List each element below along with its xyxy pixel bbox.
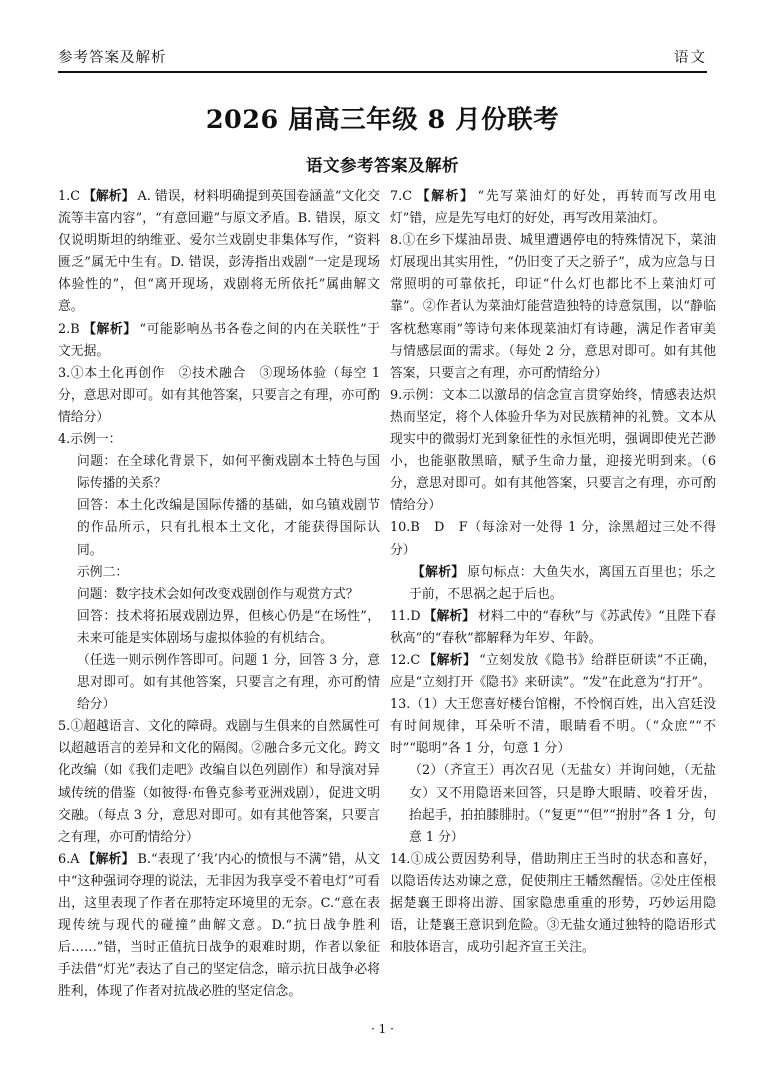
- answer-text: B.“表现了‘我’内心的愤恨与不满”错，从文中“这种强词夺理的说法，无非因为我享受不着电灯”可看出，这里表现了作者在那特定环境里的无奈。C.“意在表现传统与现代的碰撞”曲解文意。D.“抗日战争胜利后……”错，当时正值抗日战争的艰难时期，作者以象征手法借“灯光”表达了自己的坚定信念，暗示抗日战争必将胜利，体现了作者对抗战必胜的坚定信念。: [58, 851, 380, 1000]
- left-column: [58, 186, 380, 1003]
- analysis-tag: 【解析】: [423, 652, 477, 668]
- question-number: 10.: [390, 520, 411, 536]
- right-column: [390, 186, 716, 959]
- answer-text: 问题：在全球化背景下，如何平衡戏剧本土特色与国际传播的关系？: [77, 454, 380, 492]
- answer-text: ①成公贾因势利导，借助荆庄王当时的状态和喜好，以隐语传达劝谏之意，促使荆庄王幡然醒悟。②处庄侄根据楚襄王即将出游、国家隐患重重的形势，巧妙运用隐语，让楚襄王意识到危险。③无盐女通过独特的隐语形式和肢体语言，成功引起齐宣王关注。: [390, 851, 716, 956]
- question-number: 5.: [58, 719, 71, 735]
- analysis-tag: 【解析】: [82, 851, 135, 867]
- answer-item: [58, 319, 380, 363]
- answer-text: B D F（每涂对一处得 1 分，涂黑超过三处不得分）: [390, 520, 716, 558]
- answer-text: 示例一：: [70, 432, 122, 448]
- answer-item-continuation: [58, 562, 380, 584]
- analysis-tag: 【解析】: [83, 189, 135, 204]
- answer-text: （任选一则示例作答即可。问题 1 分，回答 3 分，意思对即可。如有其他答案，只要言之有理，亦可酌情给分）: [77, 652, 380, 713]
- answer-text: 回答：技术将拓展戏剧边界，但核心仍是“在场性”，未来可能是实体剧场与虚拟体验的有机结合。: [77, 608, 380, 646]
- answer-item: [390, 230, 716, 385]
- answer-choice: C: [402, 189, 413, 204]
- header-rule: [58, 71, 707, 73]
- question-number: 4.: [58, 432, 71, 448]
- answer-choice: C: [410, 652, 421, 668]
- answer-item: [58, 186, 380, 319]
- analysis-tag: 【解析】: [423, 608, 476, 624]
- answer-text: “先写菜油灯的好处，再转而写改用电灯”错，应是先写电灯的好处，再写改用菜油灯。: [390, 189, 716, 227]
- header-left-text: 参考答案及解析: [58, 50, 167, 66]
- answer-item: [58, 429, 380, 451]
- answer-item: [390, 650, 716, 694]
- answer-text: 示例：文本二以激昂的信念宣言贯穿始终，情感表达炽热而坚定，将个人体验升华为对民族精神的礼赞。文本从现实中的微弱灯光到象征性的永恒光明，强调即使光芒渺小，也能驱散黑暗，赋予生命力量，迎接光明到来。（6 分，意思对即可。如有其他答案，只要言之有理，亦可酌情给分）: [390, 387, 716, 514]
- answer-item: [58, 363, 380, 429]
- answer-text: 材料二中的“春秋”与《苏武传》“且陛下春秋高”的“春秋”都解释为年岁、年龄。: [390, 608, 716, 646]
- question-number: 13.: [390, 697, 411, 713]
- answer-item-continuation: [390, 760, 716, 848]
- question-number: 2.: [58, 321, 71, 337]
- answer-item: [58, 849, 380, 1004]
- answer-item: [58, 716, 380, 849]
- answer-text: A. 错误，材料明确提到英国卷涵盖“文化交流等丰富内容”，“有意回避”与原文矛盾。B. 错误，原文仅说明斯坦的纳维亚、爱尔兰戏剧史非集体写作，“资料匮乏”属无中生有。D. 错误，彭涛指出戏剧“一定是现场体验性的”，但“离开现场，戏剧将无所依托”属曲解文意。: [58, 189, 381, 315]
- answer-text: 原句标点：大鱼失水，离国五百里也；乐之于前，不思祸之起于后也。: [409, 564, 717, 602]
- answer-item-continuation: [58, 495, 380, 561]
- question-number: 9.: [390, 387, 403, 403]
- answer-text: ①本土化再创作 ②技术融合 ③现场体验（每空 1 分，意思对即可。如有其他答案，只要言之有理，亦可酌情给分）: [58, 365, 380, 425]
- answer-item: [390, 606, 716, 650]
- answer-choice: D: [410, 608, 421, 624]
- answer-item: [390, 849, 716, 959]
- question-number: 3.: [58, 365, 71, 381]
- answer-choice: C: [70, 189, 81, 204]
- answer-text: “立刻发放《隐书》给群臣研读”不正确，应是“立刻打开《隐书》来研读”。“发”在此意为“打开”。: [390, 652, 716, 691]
- question-number: 1.: [58, 189, 71, 204]
- analysis-tag: 【解析】: [82, 321, 137, 337]
- answer-text: 示例二：: [77, 564, 129, 580]
- answer-item-continuation: [58, 451, 380, 495]
- answer-choice: B: [70, 321, 80, 337]
- question-number: 12.: [390, 652, 411, 668]
- page-number: · 1 ·: [371, 1022, 394, 1036]
- analysis-tag: 【解析】: [415, 189, 475, 204]
- question-number: 14.: [390, 851, 411, 867]
- question-number: 6.: [58, 851, 71, 867]
- answer-item-continuation: [58, 606, 380, 650]
- answer-text: （1）大王您喜好楼台馆榭，不怜悯百姓，出入宫廷没有时间规律，耳朵听不清，眼睛看不明。（“众庶”“不时”“聪明”各 1 分，句意 1 分）: [390, 697, 716, 757]
- answer-text: “可能影响丛书各卷之间的内在关联性”于文无据。: [58, 321, 380, 359]
- page-subtitle: 语文参考答案及解析: [306, 156, 459, 175]
- answer-choice: A: [70, 851, 80, 867]
- answer-text: 回答：本土化改编是国际传播的基础，如乌镇戏剧节的作品所示，只有扎根本土文化，才能获得国际认同。: [77, 498, 380, 558]
- answer-text: ①超越语言、文化的障碍。戏剧与生俱来的自然属性可以超越语言的差异和文化的隔阂。②融合多元文化。跨文化改编（如《我们走吧》改编自以色列剧作）和导演对异域传统的借鉴（如彼得·布鲁克参考亚洲戏剧），促进文明交融。（每点 3 分，意思对即可。如有其他答案，只要言之有理，亦可酌情给分）: [58, 719, 380, 845]
- answer-item: [390, 517, 716, 561]
- answer-item-continuation: [58, 650, 380, 716]
- answer-text: 问题：数字技术会如何改变戏剧创作与观赏方式？: [77, 586, 359, 602]
- answer-item-continuation: [390, 562, 716, 606]
- answer-item-continuation: [58, 584, 380, 606]
- answer-text: （2）（齐宣王）再次召见（无盐女）并询问她，（无盐女）又不用隐语来回答，只是睁大眼睛、咬着牙齿，抬起手，拍拍膝腓肘。（“复更”“但”“拊肘”各 1 分，句意 1 分）: [409, 763, 716, 845]
- question-number: 7.: [390, 189, 403, 204]
- answer-text: ①在乡下煤油昂贵、城里遭遇停电的特殊情况下，菜油灯展现出其实用性，“仍旧变了天之骄子”，成为应急与日常照明的可靠依托，印证“什么灯也都比不上菜油灯可靠”。②作者认为菜油灯能营造独特的诗意氛围，以“静临客枕愁寒雨”等诗句来体现菜油灯有诗趣，满足作者审美与情感层面的需求。（每处 2 分，意思对即可。如有其他答案，只要言之有理，亦可酌情给分）: [390, 233, 716, 381]
- answer-item: [390, 186, 716, 230]
- header-subject: 语文: [674, 50, 707, 66]
- analysis-tag: 【解析】: [412, 564, 465, 580]
- answer-item: [390, 694, 716, 760]
- page-title: 2026 届高三年级 8 月份联考: [205, 105, 560, 135]
- page-header: [58, 40, 707, 68]
- question-number: 8.: [390, 233, 403, 249]
- answer-item: [390, 385, 716, 518]
- question-number: 11.: [390, 608, 411, 624]
